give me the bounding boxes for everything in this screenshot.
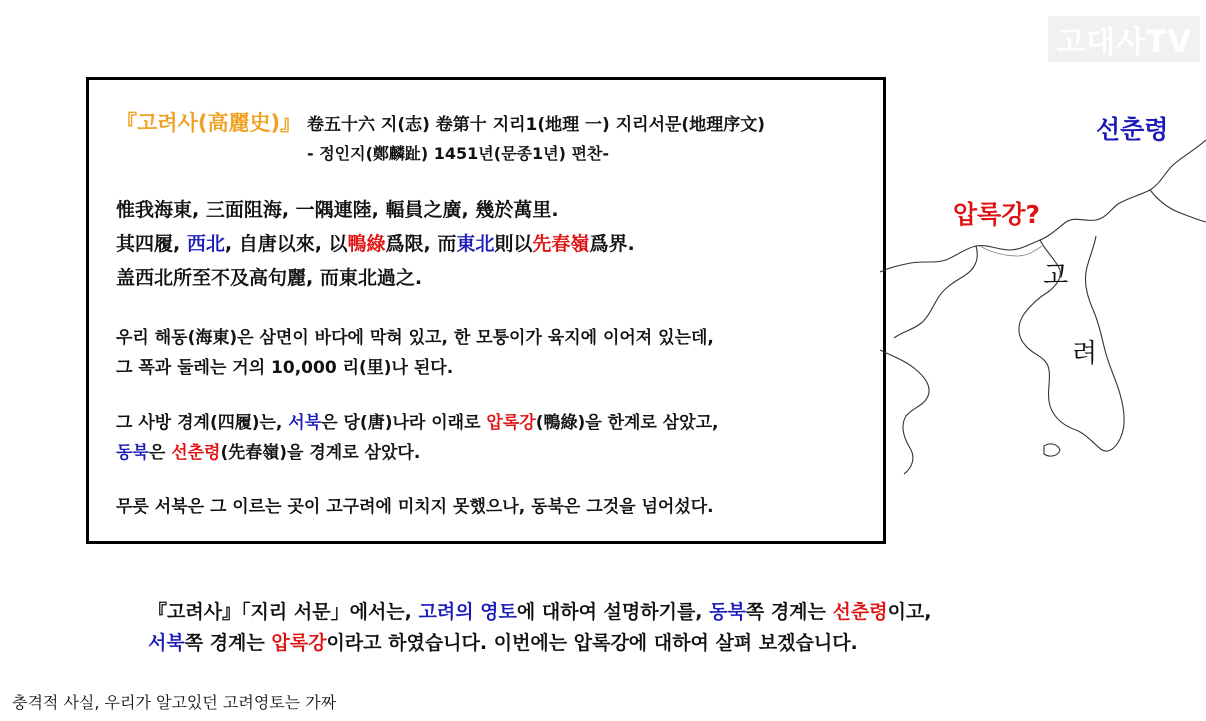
translation-line-4 [116, 438, 420, 463]
subtitle-seonchun: 선춘령 [832, 601, 888, 623]
hanmun-text: 爲限, 而 [385, 233, 457, 255]
subtitle-territory: 고려의 영토 [418, 601, 517, 623]
hanmun-seobuk: 西北 [186, 233, 225, 255]
hanmun-text: 爲界. [589, 233, 635, 255]
hanmun-amrok: 鴨綠 [347, 233, 386, 255]
translation-text: (先春嶺)을 경계로 삼았다. [220, 443, 421, 463]
translation-text: (鴨綠)을 한계로 삼았고, [535, 413, 719, 433]
subtitle-text: 『고려사』「지리 서문」에서는, [148, 601, 419, 623]
hanmun-line-2 [116, 229, 635, 256]
map-coast-east [1150, 190, 1206, 222]
subtitle-seobuk: 서북 [148, 632, 185, 654]
translation-line-2: 그 폭과 둘레는 거의 10,000 리(里)나 된다. [116, 358, 454, 378]
subtitle-amrok: 압록강 [271, 632, 327, 654]
hanmun-dongbuk: 東北 [456, 233, 495, 255]
subtitle-text: 쪽 경계는 [184, 632, 272, 654]
hanmun-text: 則以 [494, 233, 533, 255]
map-river [980, 246, 1042, 256]
channel-watermark: 고대사TV [1048, 16, 1200, 62]
translation-amrok: 압록강 [486, 413, 536, 433]
quote-box [86, 77, 886, 544]
subtitle-text: 에 대하여 설명하기를, [516, 601, 710, 623]
subtitle-line-2 [148, 628, 858, 655]
subtitle-text: 이라고 하였습니다. 이번에는 압록강에 대하여 살펴 보겠습니다. [326, 632, 858, 654]
source-title [116, 107, 765, 137]
translation-text: 은 [148, 443, 172, 463]
map-label-amrok: 압록강? [953, 200, 1040, 229]
translation-seonchun: 선춘령 [171, 443, 221, 463]
hanmun-text: , 自唐以來, 以 [224, 233, 348, 255]
subtitle-text: 쪽 경계는 [745, 601, 833, 623]
translation-text: 그 사방 경계(四履)는, [116, 413, 289, 433]
map-coastline-north [880, 140, 1206, 272]
hanmun-text: 其四履, [116, 233, 187, 255]
hanmun-seonchun: 先春嶺 [532, 233, 590, 255]
translation-dongbuk: 동북 [116, 443, 149, 463]
author-line: - 정인지(鄭麟趾) 1451년(문종1년) 편찬- [307, 144, 610, 163]
subtitle-text: 이고, [887, 601, 932, 623]
source-volume: 卷五十六 지(志) 卷第十 지리1(地理 一) 지리서문(地理序文) [301, 115, 765, 135]
map-label-ryeo: 려 [1072, 339, 1098, 369]
translation-line-3 [116, 408, 718, 433]
hanmun-line-1: 惟我海東, 三面阻海, 一隅連陸, 輻員之廣, 幾於萬里. [116, 199, 559, 221]
source-name: 『고려사(高麗史)』 [116, 111, 302, 135]
translation-line-1: 우리 해동(海東)은 삼면이 바다에 막혀 있고, 한 모퉁이가 육지에 이어져 있는데, [116, 328, 714, 348]
subtitle-dongbuk: 동북 [709, 601, 746, 623]
map-label-go: 고 [1043, 261, 1069, 291]
video-title: 충격적 사실, 우리가 알고있던 고려영토는 가짜 [12, 693, 337, 712]
map-label-seonchun: 선춘령 [1096, 115, 1169, 144]
translation-text: 은 당(唐)나라 이래로 [321, 413, 487, 433]
map-island [1044, 444, 1060, 456]
hanmun-line-3: 盖西北所至不及高句麗, 而東北過之. [116, 267, 423, 289]
translation-line-5: 무릇 서북은 그 이르는 곳이 고구려에 미치지 못했으나, 동북은 그것을 넘어섰다. [116, 497, 714, 517]
map-coastline-shandong [880, 350, 929, 474]
subtitle-line-1 [148, 597, 932, 624]
map-coastline-liaodong [894, 246, 977, 338]
translation-seobuk: 서북 [288, 413, 322, 433]
